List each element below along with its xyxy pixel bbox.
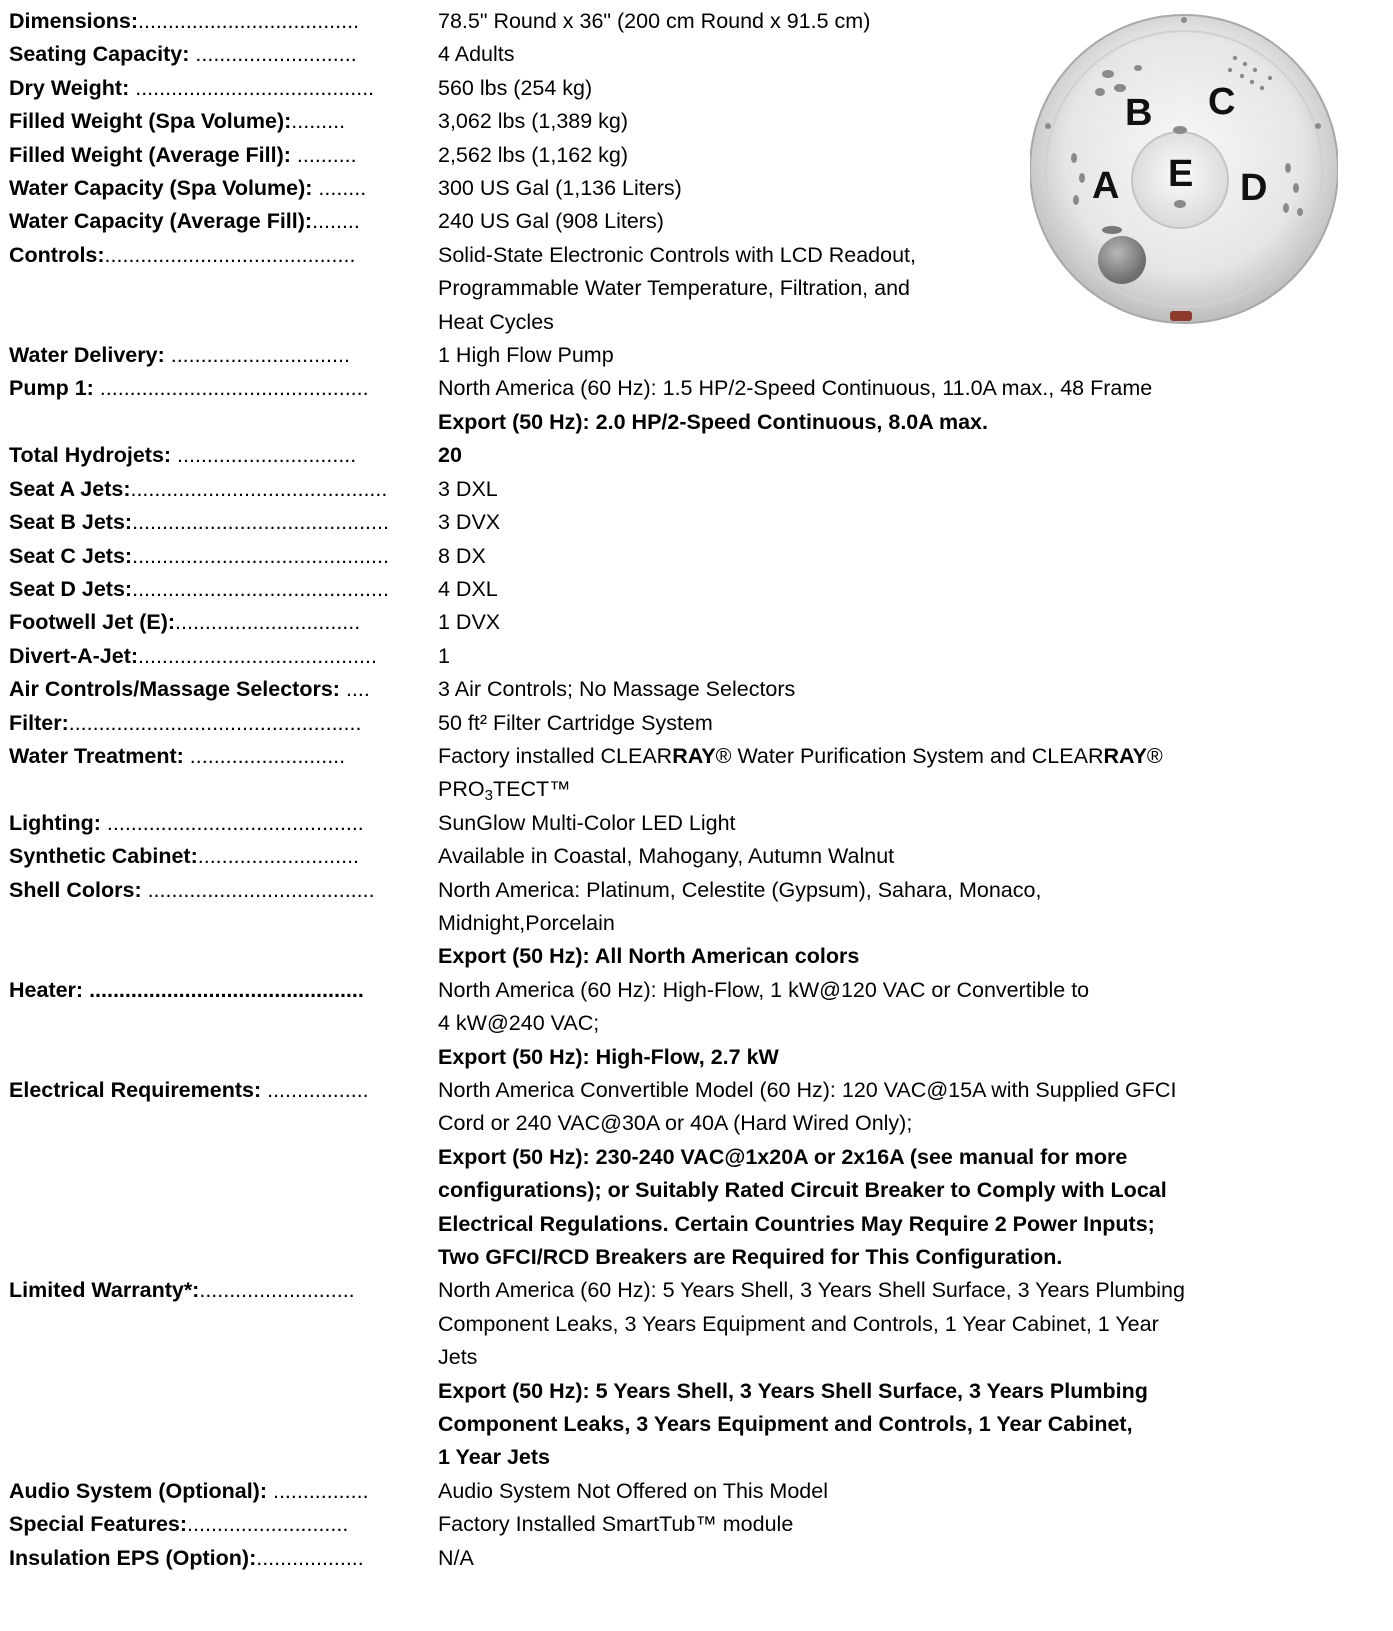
leader-dots: .............................. — [164, 343, 350, 368]
leader-dots: .......................... — [199, 1278, 355, 1303]
spec-label-text: Seat C Jets: — [9, 543, 133, 568]
hot-tub-diagram — [1030, 8, 1338, 330]
spec-value — [438, 874, 1389, 974]
spec-label — [9, 1074, 438, 1274]
leader-dots: ........ — [312, 209, 360, 234]
leader-dots: ........................... — [187, 1512, 349, 1537]
leader-dots: ............................................. — [93, 376, 369, 401]
spec-value — [438, 1274, 1389, 1474]
spec-value-line: 3 DVX — [438, 510, 501, 535]
spec-value-text: TECT™ — [492, 777, 571, 802]
spec-value — [438, 372, 1389, 439]
spec-value-line: 1 Year Jets — [438, 1445, 550, 1470]
leader-dots: ................................................. — [68, 710, 362, 735]
spec-label-text: Total Hydrojets: — [9, 443, 172, 468]
spec-value — [438, 840, 1389, 873]
spec-value-line: 300 US Gal (1,136 Liters) — [438, 176, 682, 201]
spec-value-line: 50 ft² Filter Cartridge System — [438, 710, 713, 735]
leader-dots: ........................................ — [138, 643, 377, 668]
spec-value-line: Component Leaks, 3 Years Equipment and Controls, 1 Year Cabinet, 1 Year — [438, 1311, 1159, 1336]
seat-a-label: A — [1092, 165, 1120, 207]
spec-value-line: Export (50 Hz): All North American colors — [438, 944, 860, 969]
spec-label-text: Controls: — [9, 242, 105, 267]
spec-label — [9, 974, 438, 1074]
spec-row — [9, 540, 1389, 573]
step-pad — [1102, 226, 1122, 234]
spec-label — [9, 139, 438, 172]
spec-row — [9, 1074, 1389, 1274]
spec-value-text: PRO — [438, 777, 485, 802]
spec-row — [9, 573, 1389, 606]
spec-value — [438, 707, 1389, 740]
spec-label — [9, 740, 438, 807]
spec-value-line: 4 DXL — [438, 576, 498, 601]
spec-label-text: Air Controls/Massage Selectors: — [9, 677, 340, 702]
spec-value-line: Export (50 Hz): High-Flow, 2.7 kW — [438, 1044, 779, 1069]
leader-dots: ........................................... — [132, 510, 389, 535]
spec-value — [438, 1508, 1389, 1541]
brand-emphasis: RAY — [1103, 743, 1147, 768]
leader-dots: .......................... — [183, 743, 346, 768]
spec-label — [9, 606, 438, 639]
spec-value-line: North America (60 Hz): High-Flow, 1 kW@120 VAC or Convertible to — [438, 977, 1090, 1002]
spec-label-text: Audio System (Optional): — [9, 1478, 267, 1503]
spec-value-line: Export (50 Hz): 230-240 VAC@1x20A or 2x16A (see manual for more — [438, 1144, 1128, 1169]
spec-row — [9, 874, 1389, 974]
spec-label — [9, 1508, 438, 1541]
leader-dots: ................ — [267, 1478, 369, 1503]
spec-value — [438, 740, 1389, 807]
spec-value-line: 8 DX — [438, 543, 486, 568]
spec-label — [9, 1475, 438, 1508]
spec-value-line: Export (50 Hz): 5 Years Shell, 3 Years Shell Surface, 3 Years Plumbing — [438, 1378, 1148, 1403]
spec-value — [438, 506, 1389, 539]
spec-value-line: configurations); or Suitably Rated Circuit Breaker to Comply with Local — [438, 1178, 1167, 1203]
spec-value — [438, 673, 1389, 706]
spec-row — [9, 974, 1389, 1074]
spec-label-text: Dry Weight: — [9, 75, 130, 100]
spec-row — [9, 439, 1389, 472]
spec-label-text: Filled Weight (Spa Volume): — [9, 109, 292, 134]
spec-label — [9, 339, 438, 372]
spec-value-line — [438, 773, 1389, 806]
spec-row — [9, 1475, 1389, 1508]
leader-dots: ........................... — [189, 42, 357, 67]
spec-value — [438, 439, 1389, 472]
spec-row — [9, 673, 1389, 706]
spec-value — [438, 974, 1389, 1074]
leader-dots: ........................... — [197, 844, 360, 869]
spec-value-line: Electrical Regulations. Certain Countries May Require 2 Power Inputs; — [438, 1211, 1155, 1236]
spec-value — [438, 473, 1389, 506]
spec-label — [9, 707, 438, 740]
spec-row — [9, 707, 1389, 740]
spec-label — [9, 5, 438, 38]
spec-label — [9, 205, 438, 238]
spec-value-line: Solid-State Electronic Controls with LCD Readout, — [438, 242, 916, 267]
spec-row — [9, 473, 1389, 506]
filter-lid — [1098, 236, 1146, 284]
spec-value-text: ® — [1146, 743, 1163, 768]
spec-value-line: North America: Platinum, Celestite (Gypsum), Sahara, Monaco, — [438, 877, 1042, 902]
spec-value — [438, 1074, 1389, 1274]
leader-dots: ..................................... — [138, 9, 360, 33]
spec-label — [9, 105, 438, 138]
spec-row — [9, 807, 1389, 840]
spec-label-text: Dimensions: — [9, 9, 139, 33]
spec-value — [438, 640, 1389, 673]
spec-value-line: 3 DXL — [438, 476, 498, 501]
leader-dots: ...................................... — [141, 877, 375, 902]
spec-value-line: N/A — [438, 1545, 474, 1570]
leader-dots: ........................................ — [129, 75, 375, 100]
subscript: 3 — [484, 787, 493, 805]
spec-value-line: North America (60 Hz): 5 Years Shell, 3 Years Shell Surface, 3 Years Plumbing — [438, 1278, 1185, 1303]
spec-label-text: Filter: — [9, 710, 69, 735]
spec-value-line: Midnight,Porcelain — [438, 910, 615, 935]
spec-value — [438, 239, 1038, 339]
spec-row — [9, 840, 1389, 873]
spec-label-text: Water Treatment: — [9, 743, 184, 768]
spec-value-text: Factory installed CLEAR — [438, 743, 673, 768]
spec-label-text: Filled Weight (Average Fill): — [9, 142, 291, 167]
leader-dots: ........ — [312, 176, 367, 201]
spec-value-line: 3,062 lbs (1,389 kg) — [438, 109, 629, 134]
spec-value — [438, 1475, 1389, 1508]
spec-row — [9, 372, 1389, 439]
spec-value — [438, 540, 1389, 573]
spec-label-text: Insulation EPS (Option): — [9, 1545, 257, 1570]
spec-label-text: Pump 1: — [9, 376, 94, 401]
leader-dots: .............................. — [171, 443, 357, 468]
spec-label — [9, 239, 438, 339]
spec-value-line: 4 kW@240 VAC; — [438, 1011, 600, 1036]
spec-label-text: Electrical Requirements: — [9, 1078, 262, 1102]
spec-value-line: Jets — [438, 1345, 478, 1370]
spec-value-line: 1 — [438, 643, 450, 668]
spec-label — [9, 72, 438, 105]
spec-label — [9, 439, 438, 472]
spec-row — [9, 1542, 1389, 1575]
spec-value — [438, 573, 1389, 606]
spec-label — [9, 1274, 438, 1474]
spec-value — [438, 807, 1389, 840]
spec-row — [9, 740, 1389, 807]
footwell-e-label: E — [1168, 153, 1194, 195]
spec-label-text: Heater: — [9, 977, 84, 1002]
seat-c-label: C — [1208, 81, 1236, 123]
spec-label — [9, 372, 438, 439]
brand-emphasis: RAY — [672, 743, 716, 768]
spec-value-line: Cord or 240 VAC@30A or 40A (Hard Wired Only); — [438, 1111, 913, 1136]
leader-dots: ............................... — [175, 610, 361, 635]
spec-label-text: Water Capacity (Spa Volume): — [9, 176, 313, 201]
spec-label-text: Footwell Jet (E): — [9, 610, 176, 635]
spec-value-line: 2,562 lbs (1,162 kg) — [438, 142, 629, 167]
leader-dots: ................. — [261, 1078, 369, 1102]
spec-label — [9, 573, 438, 606]
spec-value-text: ® Water Purification System and CLEAR — [715, 743, 1104, 768]
spec-label — [9, 1542, 438, 1575]
spec-value-line: 1 High Flow Pump — [438, 343, 614, 368]
leader-dots: ........................................... — [100, 810, 364, 835]
spec-label — [9, 172, 438, 205]
spec-label — [9, 807, 438, 840]
spec-row — [9, 1274, 1389, 1474]
leader-dots: ........................................... — [132, 543, 389, 568]
spec-value-line: Available in Coastal, Mahogany, Autumn Walnut — [438, 844, 895, 869]
spec-label-text: Lighting: — [9, 810, 101, 835]
spec-label-text: Divert-A-Jet: — [9, 643, 139, 668]
spec-label — [9, 640, 438, 673]
spec-value-line: 78.5" Round x 36" (200 cm Round x 91.5 cm) — [438, 9, 871, 33]
seat-d-label: D — [1240, 167, 1268, 209]
leader-dots: .................. — [256, 1545, 364, 1570]
spec-label-text: Water Capacity (Average Fill): — [9, 209, 313, 234]
spec-value-line: North America Convertible Model (60 Hz): 120 VAC@15A with Supplied GFCI — [438, 1078, 1177, 1102]
spec-label — [9, 473, 438, 506]
spec-label-text: Seat A Jets: — [9, 476, 131, 501]
spec-label-text: Seat B Jets: — [9, 510, 133, 535]
spec-label — [9, 840, 438, 873]
spec-label — [9, 673, 438, 706]
spec-value-line: 560 lbs (254 kg) — [438, 75, 593, 100]
spec-row — [9, 606, 1389, 639]
seat-b-label: B — [1125, 92, 1153, 134]
spec-value-line: 20 — [438, 443, 462, 468]
spec-value-line — [438, 740, 1389, 773]
spec-value-line: Export (50 Hz): 2.0 HP/2-Speed Continuous, 8.0A max. — [438, 409, 988, 434]
leader-dots: ........................................... — [132, 576, 389, 601]
spec-value — [438, 339, 1389, 372]
spec-row — [9, 640, 1389, 673]
spec-label-text: Special Features: — [9, 1512, 188, 1537]
spec-row — [9, 506, 1389, 539]
spec-value-line: Factory Installed SmartTub™ module — [438, 1512, 794, 1537]
spec-label — [9, 506, 438, 539]
spec-label-text: Shell Colors: — [9, 877, 142, 902]
leader-dots: ........................................... — [130, 476, 388, 501]
leader-dots: .............................................. — [83, 977, 364, 1002]
spec-value-line: SunGlow Multi-Color LED Light — [438, 810, 736, 835]
spec-label-text: Water Delivery: — [9, 343, 165, 368]
spec-value-line: Programmable Water Temperature, Filtration, and — [438, 276, 911, 301]
leader-dots: .... — [339, 677, 370, 702]
spec-label-text: Seating Capacity: — [9, 42, 190, 67]
spec-value — [438, 606, 1389, 639]
spec-row — [9, 1508, 1389, 1541]
spec-label-text: Limited Warranty*: — [9, 1278, 200, 1303]
spec-value-line: 240 US Gal (908 Liters) — [438, 209, 664, 234]
spec-label — [9, 874, 438, 974]
control-panel — [1170, 311, 1192, 321]
spec-row — [9, 339, 1389, 372]
spec-value — [438, 1542, 1389, 1575]
spec-value-line: Heat Cycles — [438, 309, 554, 334]
leader-dots: .......... — [290, 142, 357, 167]
leader-dots: ......... — [291, 109, 346, 134]
spec-value-line: North America (60 Hz): 1.5 HP/2-Speed Continuous, 11.0A max., 48 Frame — [438, 376, 1153, 401]
spec-value-line: Audio System Not Offered on This Model — [438, 1478, 828, 1503]
spec-value-line: 3 Air Controls; No Massage Selectors — [438, 677, 796, 702]
spec-label-text: Seat D Jets: — [9, 576, 133, 601]
spec-value-line: Component Leaks, 3 Years Equipment and Controls, 1 Year Cabinet, — [438, 1412, 1133, 1437]
spec-value-line: 1 DVX — [438, 610, 501, 635]
leader-dots: .......................................... — [104, 242, 356, 267]
spec-value-line: Two GFCI/RCD Breakers are Required for This Configuration. — [438, 1245, 1063, 1270]
spec-label — [9, 38, 438, 71]
spec-label-text: Synthetic Cabinet: — [9, 844, 198, 869]
spec-label — [9, 540, 438, 573]
spec-value-line: 4 Adults — [438, 42, 515, 67]
